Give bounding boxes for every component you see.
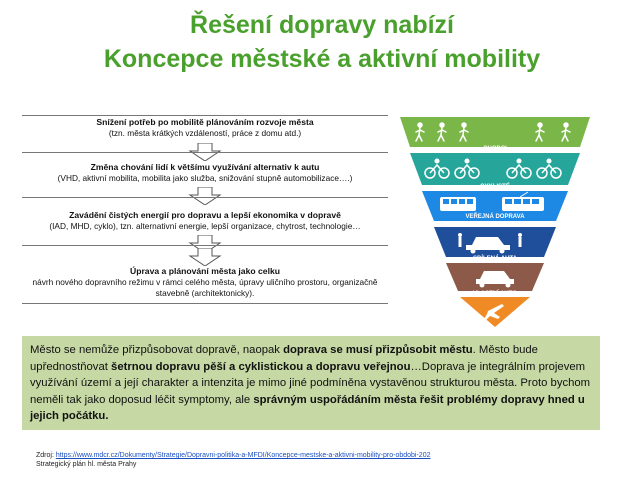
- tier-shared-cars: [434, 227, 556, 262]
- step-2: [22, 162, 388, 184]
- source-note: [36, 451, 430, 469]
- tier-own-car: [446, 263, 544, 297]
- tier-cyclists: [410, 153, 580, 190]
- step-2-heading: Změna chování lidí k většímu využívání alternativ k autu: [90, 162, 320, 172]
- step-2-detail: (VHD, aktivní mobilita, mobilita jako služba, snižování stupně automobilizace….): [57, 173, 353, 183]
- mobility-pyramid: [400, 117, 590, 327]
- info-highlight: doprava se musí přizpůsobit městu: [283, 344, 473, 356]
- divider: [22, 197, 388, 198]
- info-highlight: správným uspořádáním města řešit problémy dopravy hned u jejich počátku.: [30, 393, 585, 422]
- tier-public-transport: [422, 191, 568, 221]
- divider: [22, 152, 388, 153]
- step-1: [22, 117, 388, 139]
- step-1-detail: (tzn. města krátkých vzdáleností, práce z domu atd.): [108, 128, 302, 138]
- flow-diagram: [22, 115, 388, 329]
- source-line2: Strategický plán hl. města Prahy: [36, 461, 137, 468]
- step-1-heading: Snížení potřeb po mobilitě plánováním rozvoje města: [96, 117, 314, 127]
- down-arrow-icon: [188, 187, 222, 205]
- step-4-detail-1: návrh nového dopravního režimu v rámci celého města, úpravy uličního prostoru, organizačně: [32, 277, 378, 287]
- step-4-detail-2: stavebně (architektonicky).: [155, 288, 255, 298]
- divider: [22, 303, 388, 304]
- step-3-detail: (IAD, MHD, cyklo), tzn. alternativní energie, lepší organizace, chytrost, technologie…: [49, 221, 361, 231]
- down-arrow-icon: [188, 248, 222, 266]
- info-text: Město se nemůže přizpůsobovat dopravě, naopak: [30, 344, 284, 356]
- step-4: [22, 266, 388, 299]
- tier-label: SDÍLENÁ AUTA: [473, 256, 517, 262]
- step-3-heading: Zavádění čistých energií pro dopravu a lepší ekonomika v dopravě: [69, 210, 341, 220]
- tier-label: VEŘEJNÁ DOPRAVA: [465, 214, 525, 220]
- tier-label: CHODCI: [483, 146, 507, 152]
- info-highlight: šetrnou dopravu pěší a cyklistickou a dopravu veřejnou: [111, 360, 411, 373]
- tier-air: [460, 297, 530, 327]
- info-text: . Město bude upřednostňovat: [30, 344, 538, 373]
- tier-pedestrians: [400, 117, 590, 152]
- step-4-heading: Úprava a plánování města jako celku: [130, 266, 280, 276]
- step-3: [22, 210, 388, 232]
- info-box: [22, 336, 600, 430]
- divider: [22, 245, 388, 246]
- page-title-line2: Koncepce městské a aktivní mobility: [103, 45, 541, 73]
- tier-label: VLASTNÍ AUTO: [472, 291, 518, 297]
- tier-label: CYKLISTÉ: [480, 184, 510, 190]
- divider: [22, 115, 388, 116]
- source-prefix: Zdroj:: [36, 452, 56, 459]
- page-title-line1: Řešení dopravy nabízí: [190, 11, 454, 39]
- info-text: …Doprava je integrálním projevem využívání území a její charakter a intenzita je mimo jiné podmíněna vystavěnou strukturou města. Proto bychom neměli tak jako doposud léčit symptomy, ale: [30, 360, 591, 406]
- source-link[interactable]: https://www.mdcr.cz/Dokumenty/Strategie/Dopravni-politika-a-MFDI/Koncepce-mestske-a-aktivni-mobility-pro-obdobi-202: [55, 452, 431, 459]
